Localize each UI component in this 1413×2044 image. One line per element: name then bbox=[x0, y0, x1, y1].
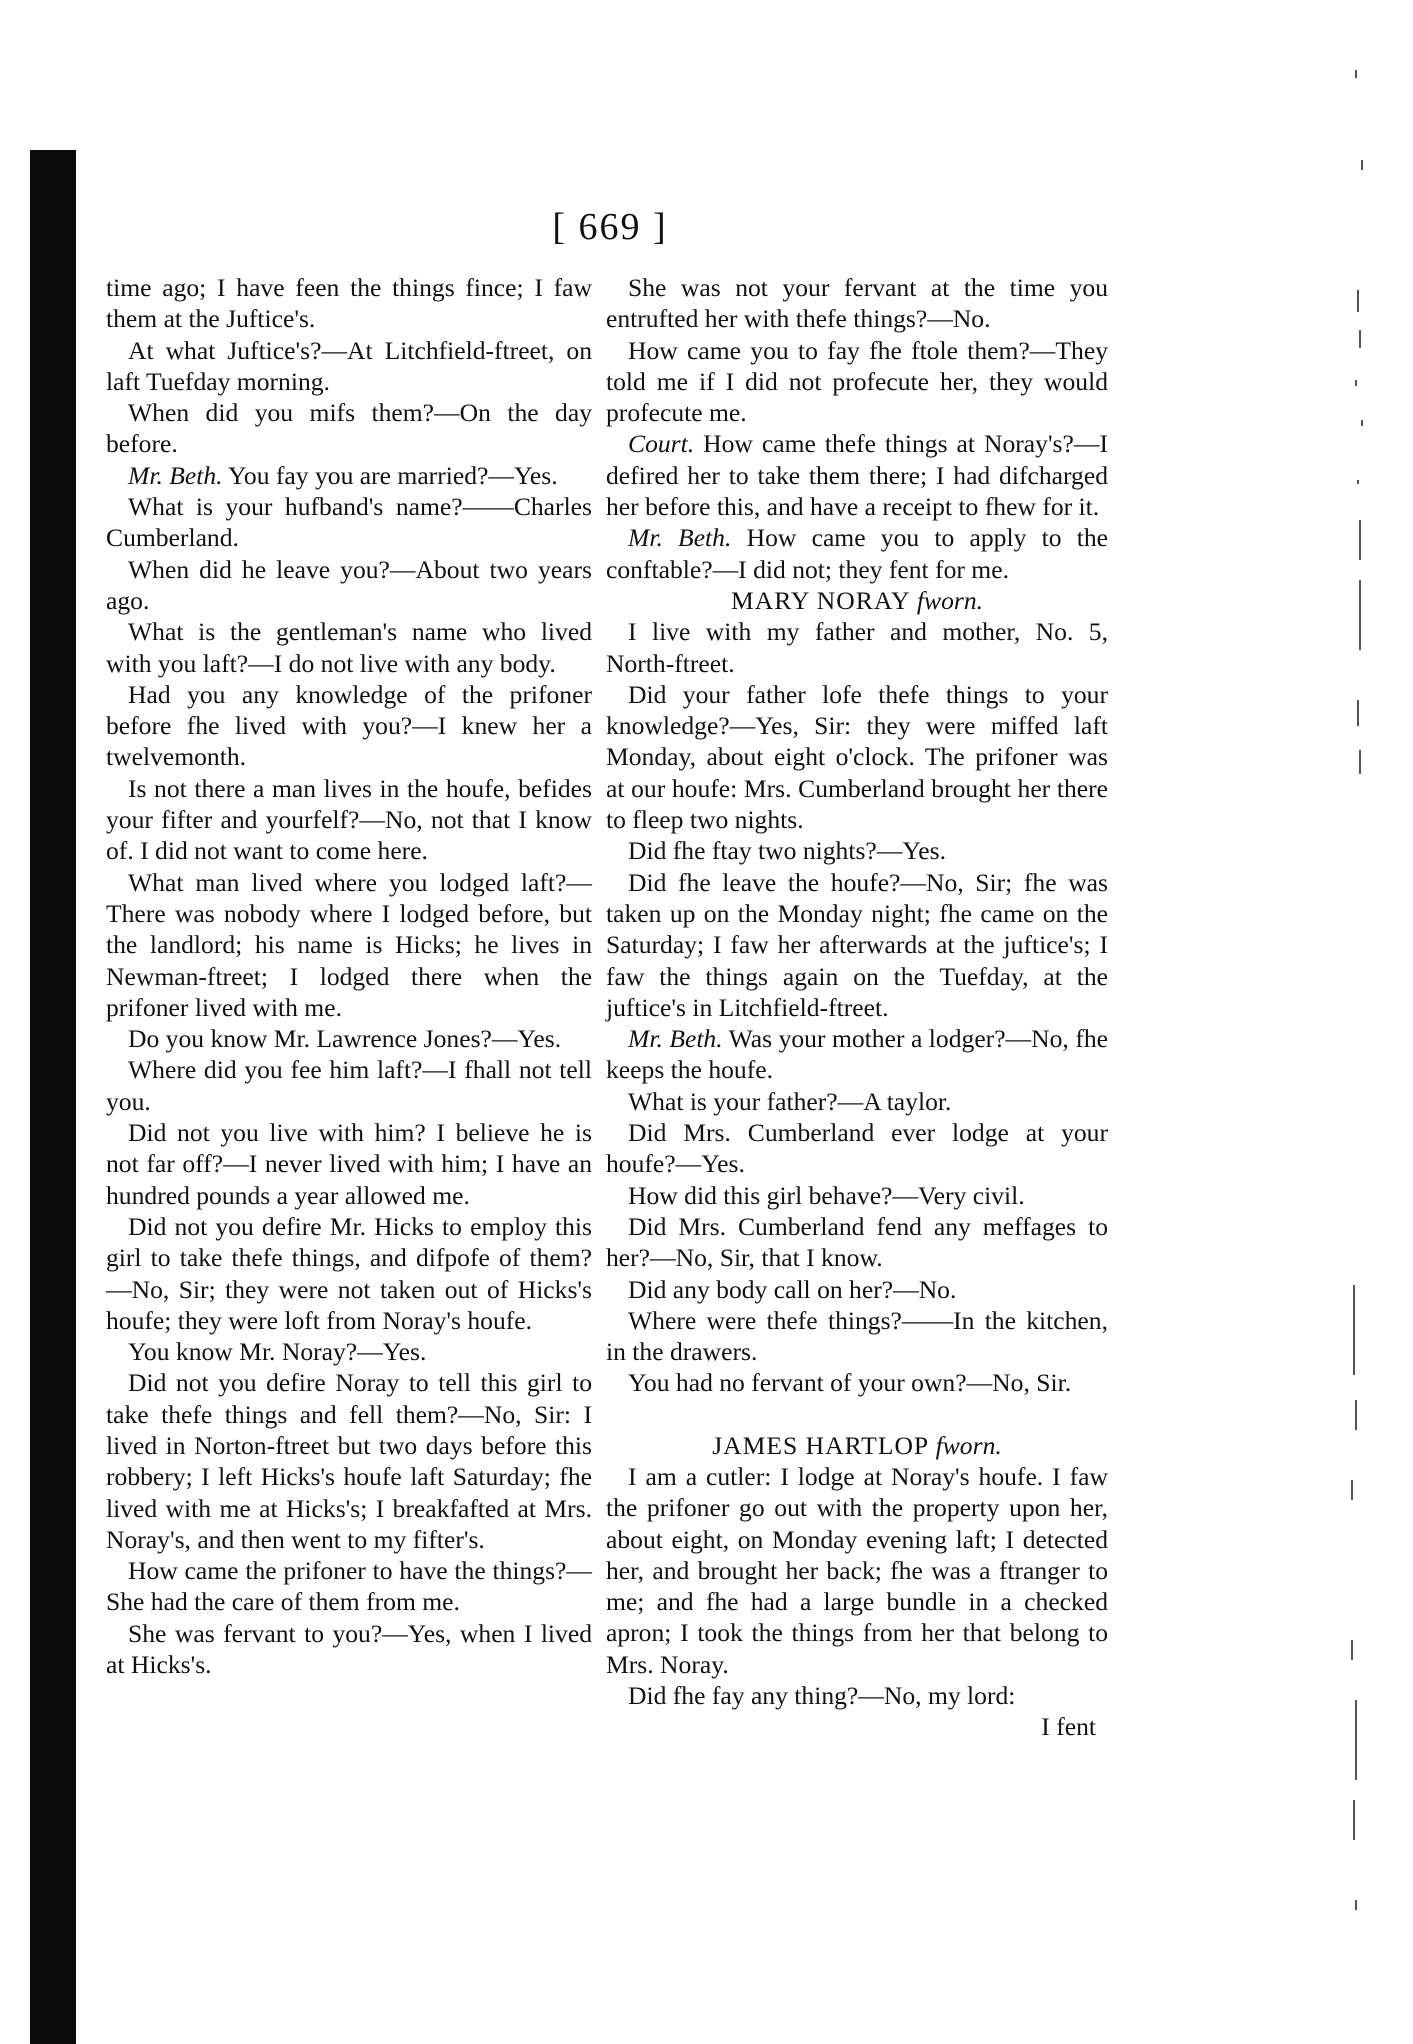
paragraph-text: How came you to fay fhe ftole them?—They told me if I did not profecute her, they would profecute me. bbox=[606, 335, 1108, 428]
right-paragraph bbox=[606, 522, 1108, 585]
paragraph-text: Had you any knowledge of the prifoner before fhe lived with you?—I knew her a twelvemonth. bbox=[106, 679, 592, 772]
paragraph-text: Did not you defire Mr. Hicks to employ this girl to take thefe things, and difpofe of them?—No, Sir; they were not taken out of Hicks's houfe; they were loft from Noray's houfe. bbox=[106, 1211, 592, 1335]
right-paragraph bbox=[606, 1211, 1108, 1274]
speaker-label: Court. bbox=[628, 429, 695, 459]
witness-name: JAMES HARTLOP bbox=[712, 1430, 929, 1460]
right-paragraph bbox=[606, 1180, 1108, 1211]
paragraph-text: I live with my father and mother, No. 5, North-ftreet. bbox=[606, 617, 1108, 678]
left-paragraph bbox=[106, 679, 592, 773]
paragraph-text: What is your father?—A taylor. bbox=[628, 1086, 952, 1116]
left-paragraph bbox=[106, 272, 592, 335]
paragraph-text: time ago; I have feen the things fince; I faw them at the Juftice's. bbox=[106, 273, 592, 334]
book-spine-shadow bbox=[30, 150, 76, 2044]
right-paragraph bbox=[606, 616, 1108, 679]
paragraph-text: How came thefe things at Noray's?—I defired her to take them there; I had difcharged her before this, and have a receipt to fhew for it. bbox=[606, 429, 1108, 522]
left-paragraph bbox=[106, 554, 592, 617]
right-paragraph bbox=[606, 1680, 1108, 1711]
left-paragraph bbox=[106, 1211, 592, 1336]
speaker-label: Mr. Beth. bbox=[128, 460, 223, 490]
paragraph-text: Did not you live with him? I believe he is not far off?—I never lived with him; I have an hundred pounds a year allowed me. bbox=[106, 1118, 592, 1210]
paragraph-text: Where were thefe things?——In the kitchen, in the drawers. bbox=[606, 1305, 1108, 1367]
paragraph-text: What is your hufband's name?——Charles Cumberland. bbox=[106, 492, 592, 553]
paragraph-text: Is not there a man lives in the houfe, befides your fifter and yourfelf?—No, not that I know of. I did not want to come here. bbox=[106, 773, 592, 866]
paragraph-text: What is the gentleman's name who lived with you laft?—I do not live with any body. bbox=[106, 617, 592, 678]
paragraph-text: Did fhe fay any thing?—No, my lord: bbox=[628, 1681, 1016, 1711]
speaker-label: Mr. Beth. bbox=[628, 523, 732, 553]
left-paragraph bbox=[106, 460, 592, 491]
margin-ink-marks bbox=[1293, 0, 1383, 2044]
right-paragraph bbox=[606, 1367, 1108, 1398]
right-paragraph bbox=[606, 1305, 1108, 1368]
paragraph-text: When did you mifs them?—On the day before. bbox=[106, 398, 592, 459]
left-paragraph bbox=[106, 1117, 592, 1211]
paragraph-text: How came the prifoner to have the things?—She had the care of them from me. bbox=[106, 1556, 592, 1617]
witness-heading bbox=[606, 585, 1108, 616]
catchword: I fent bbox=[1041, 1712, 1096, 1742]
left-paragraph bbox=[106, 397, 592, 460]
paragraph-text: Where did you fee him laft?—I fhall not tell you. bbox=[106, 1055, 592, 1116]
paragraph-text: Did fhe ftay two nights?—Yes. bbox=[628, 836, 947, 866]
right-paragraph bbox=[606, 272, 1108, 335]
left-paragraph bbox=[106, 1336, 592, 1367]
paragraph-text: Did Mrs. Cumberland fend any meffages to her?—No, Sir, that I know. bbox=[606, 1211, 1108, 1273]
paragraph-text: At what Juftice's?—At Litchfield-ftreet, on laft Tuefday morning. bbox=[106, 335, 592, 396]
paragraph-text: Did Mrs. Cumberland ever lodge at your houfe?—Yes. bbox=[606, 1118, 1108, 1179]
paragraph-text: You had no fervant of your own?—No, Sir. bbox=[628, 1368, 1072, 1398]
left-paragraph bbox=[106, 491, 592, 554]
right-paragraph bbox=[606, 1117, 1108, 1180]
paragraph-text: She was not your fervant at the time you entrufted her with thefe things?—No. bbox=[606, 273, 1108, 334]
witness-heading bbox=[606, 1430, 1108, 1461]
speaker-label: Mr. Beth. bbox=[628, 1024, 723, 1054]
left-paragraph bbox=[106, 616, 592, 679]
left-paragraph bbox=[106, 867, 592, 1023]
right-paragraph bbox=[606, 1461, 1108, 1680]
paragraph-text: Did not you defire Noray to tell this girl to take thefe things and fell them?—No, Sir: I lived in Norton-ftreet but two days before this robbery; I left Hicks's houfe laft Saturday; fhe lived with me at Hicks's; I breakfafted at Mrs. Noray's, and then went to my fifter's. bbox=[106, 1368, 592, 1554]
witness-name: MARY NORAY bbox=[730, 585, 910, 615]
paragraph-text: Did your father lofe thefe things to your knowledge?—Yes, Sir: they were miffed laft Monday, about eight o'clock. The prifoner was at our houfe: Mrs. Cumberland brought her there to fleep two nights. bbox=[606, 679, 1108, 835]
paragraph-text: Did fhe leave the houfe?—No, Sir; fhe was taken up on the Monday night; fhe came on the Saturday; I faw her afterwards at the juftice's; I faw the things again on the Tuefday, at the juftice's in Litchfield-ftreet. bbox=[606, 867, 1108, 1022]
paragraph-text: When did he leave you?—About two years ago. bbox=[106, 554, 592, 615]
paragraph-text: You fay you are married?—Yes. bbox=[222, 460, 558, 490]
paragraph-text: Did any body call on her?—No. bbox=[628, 1274, 957, 1304]
right-paragraph bbox=[606, 835, 1108, 866]
paragraph-text: She was fervant to you?—Yes, when I lived at Hicks's. bbox=[106, 1618, 592, 1680]
left-paragraph bbox=[106, 1054, 592, 1117]
left-paragraph bbox=[106, 1023, 592, 1054]
right-paragraph bbox=[606, 1274, 1108, 1305]
right-paragraph bbox=[606, 428, 1108, 522]
paragraph-text: How did this girl behave?—Very civil. bbox=[628, 1180, 1025, 1210]
paragraph-text: I am a cutler: I lodge at Noray's houfe. I faw the prifoner go out with the property upon her, about eight, on Monday evening laft; I detected her, and brought her back; fhe was a ftranger to me; and fhe had a large bundle in a checked apron; I took the things from her that belong to Mrs. Noray. bbox=[606, 1461, 1108, 1679]
left-paragraph bbox=[106, 335, 592, 398]
sworn-label: fworn. bbox=[916, 585, 984, 615]
left-paragraph bbox=[106, 1618, 592, 1681]
right-paragraph bbox=[606, 335, 1108, 429]
paragraph-text: What man lived where you lodged laft?—There was nobody where I lodged before, but the landlord; his name is Hicks; he lives in Newman-ftreet; I lodged there when the prifoner lived with me. bbox=[106, 867, 592, 1022]
left-paragraph bbox=[106, 773, 592, 867]
paragraph-text: You know Mr. Noray?—Yes. bbox=[128, 1337, 427, 1367]
paragraph-text: Do you know Mr. Lawrence Jones?—Yes. bbox=[128, 1024, 562, 1054]
page-number-header: [ 669 ] bbox=[552, 206, 668, 248]
section-gap bbox=[606, 1399, 1108, 1430]
paragraph-text: Was your mother a lodger?—No, fhe keeps the houfe. bbox=[606, 1024, 1108, 1085]
right-paragraph bbox=[606, 1086, 1108, 1117]
sworn-label: fworn. bbox=[935, 1430, 1002, 1460]
left-paragraph bbox=[106, 1555, 592, 1618]
right-text-column bbox=[606, 272, 1108, 1743]
right-paragraph bbox=[606, 1023, 1108, 1086]
right-paragraph bbox=[606, 867, 1108, 1023]
left-paragraph bbox=[106, 1367, 592, 1555]
paragraph-text: How came you to apply to the conftable?—I did not; they fent for me. bbox=[606, 523, 1109, 584]
left-text-column bbox=[106, 272, 592, 1680]
right-paragraph bbox=[606, 679, 1108, 835]
